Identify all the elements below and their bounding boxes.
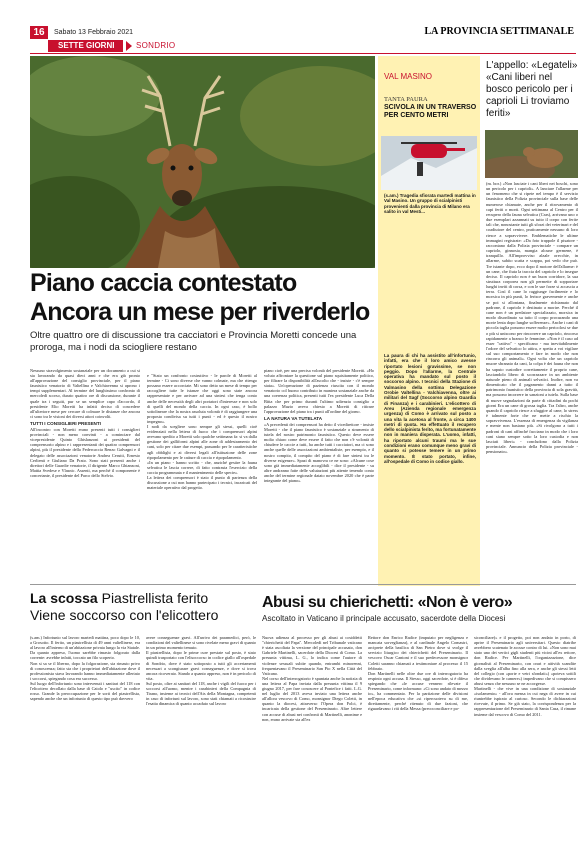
accident-kicker: La scossa xyxy=(30,590,98,606)
abuse-col-2 xyxy=(368,630,468,845)
abuse-col-3 xyxy=(474,630,576,845)
main-col1-text-b: All'incontro con Moretti erano presenti tutti i consiglieri provinciali - non meno convinti - a cominciare dal vicepresidente Quinto Ghislanzoni ai presidenti del comprensorio alpino e i rappresentanti dei quattro comprensori alpini, più il presidente della Federcaccia Renzo Galvagni e il delegato delle associazioni venatorie Andrea Cerutti, Ernesto Cerlienti e Giuliano Da Prato. Sono stati presenti anche i direttori delle Guardie venatorie, il dirigente Marco Ghianzoni, Mattia Svedese e Vlasnic. Assenti, ma perché il componente è concertante, il presidente del Parco dello Stelvio. xyxy=(30,427,140,478)
main-col-1 xyxy=(30,368,140,578)
main-col2-text: e "Stato un confronto costruttivo - le parole di Moretti al termine - Ci sono diverse che vanno colmate, ma che ritengo possano essere accorciate. Mi sono detto un mese di tempo per raccogliere tutte le istanze che oggi sono state ancora rappresentate e per arrivare ad una sintesi che tenga conto anche delle necessità degli altri portatori d'interesse e non solo di quelli del mondo della caccia. In ogni caso, è bollo sottolineare che la nostra assoluta volontà è di raggiungere una proposta condivisa su tutti i punti - ed è questo il nostro impegno». I nodi da scegliere sono sempre gli stessi, quelli cioè evidenziati nella lettera di fuoco che i comprensori alpini avevano spedito a Moretti solo qualche settimana fa: si va dalla gestione dei galliformi alpini alle zone di addestramento dei cani, solo per citare due esempi, passando per le caratteristiche agli obblighi e ai diversi legali all'istituzione delle zone ripopolamento per le catture di caccia e ripopolamento. «In un piano - hanno scritto - che, anziché gestire la fauna selvatica le lascia correre, di fatto contrasta l'esercizio della caccia programmata e il mantenimento delle specie». La lettera dei comprensori è stato il punto di partenza della discussione a cui non hanno partecipato i tecnici, incaricati del materiale operativo dal progetto. xyxy=(147,373,257,491)
accident-col2-text: avere conseguenze gravi. All'arrivo dei paramedici, però, le condizioni del valtellinese si sono rivelate meno gravi di quanto in un primo momento temuto. Il piastrellista, dopo le prime cure prestate sul posto, è stato quindi trasportato con l'elisoccorso in codice giallo all'ospedale di Sondrio, dove è stato sottoposto a tutti gli accertamenti necessari a scongiurare gravi conseguenze, e dove si trova ancora ricoverato. Stando a quanto appreso, non è in pericolo di vita. Sul posto, oltre ai sanitari del 118, anche i vigili del fuoco per i soccorsi all'uomo, mentre i carabinieri della Compagnia di Tirano, insieme ai tecnici dell'Ats della Montagna, competenti in caso di infortuni sul lavoro, sono stati chiamati a ricostruire l'esatta dinamica di quanto accaduto sul lavoro xyxy=(146,635,256,707)
masthead: LA PROVINCIA SETTIMANALE xyxy=(424,26,574,37)
page-number: 16 xyxy=(30,26,48,39)
main-subhead: Oltre quattro ore di discussione tra cacciatori e Provincia Moretti concede una proroga, ma i nodi da sciogliere restano xyxy=(30,330,357,353)
sidebar-title: SCIVOLA IN UN TRAVERSO PER CENTO METRI xyxy=(384,104,477,119)
appeal-photo xyxy=(485,130,578,178)
main-headline-1: Piano caccia contestato xyxy=(30,269,297,297)
sidebar-kicker: VAL MASINO xyxy=(384,72,433,81)
abuse-col3-text: stconciliare)» e il progetto, poi non andato in porto, di aprire il Preseminario agli universitari. Questo diatribe avrebbero scatenato le accuse contro di lui. «Non sono mai stato uno dei vertici gigli studenti più vicini all'ex rettore, don Radice. Per Martinelli, l'organizzazione, dice giornalisti al Preseminario, con orari e attività scandite dalla sveglia all'alba fino alla sera, e anche gli stessi letti del collegio (con «porte e vetri sfondati») «poteva sottili che dividevano le camere») impedivano che si compissero abusi senza che nessuno se ne accorgesse. Martinelli - che vive in una condizione di sostanziale «isolamento» - all'ora mensa in cui nega di avere in cui riunirebbe ispirato al curioso. Secondo le dichiarazioni ricevute, il primo. Se già stato, la corrispondenza per la rappresentazione del Preseminario di Santa Casa, il rimane insieme dal vescovo di Como del 2011. xyxy=(474,635,576,717)
main-col3-text-b: «A precedenti dei comprensori ha detto il vicedirettore - insiste Moretti - che il piano faunistico è sostanziale a strumento di tutela del nostro patrimonio faunistico. Questo deve essere molto chiaro come deve essere il fatto che non c'è volontà di chiudere le caccie a tutti, ha anche tutti i cacciatori, ma ci sono anche quelle delle associazioni ambientaliste, per esempio, e il nostro compito, il compito del piano è di fare sintesi tra le diverse esigenze». Spazi di manovra ce ne sono: «Alcune cose sono già immediatamente accoglibili - dice il presidente - su altre andranno fatte delle valutazioni più attente tenendo conto anche del termine regionale datato novembre 2020 che è parte integrante del piano». xyxy=(264,421,374,483)
appeal-headline: «Cani liberi nel bosco pericolo per i caprioli Li troviamo feriti» xyxy=(486,72,573,119)
rescue-photo-caption: (s.am.) Tragedia sfiorata martedì mattina in Val Masino. Un gruppo di scialpinisti provenienti dalla provincia di Milano era salito in val Mesti... xyxy=(384,193,476,214)
main-col1-text: Nessuno stravolgimento sostanziale per un documento a cui si sta lavorando da quasi dieci anni e che era già pronto all'approvazione del consiglio provinciale, per il piano faunistico venatorio di Valtellina e Valchiavenna si aprono i tempi supplementari. Al termine del lunghissimo confronto di mercoledì scorso, durato quattro ore di discussione, durante il quale tra i seguiti, pur se un semplice capo d'accordo, il presidente Elio Moretti ha infatti deciso di concedere all'ulteriore mese per cercare di colmare le distanze che ancora ci sono tra le visioni dei diversi attori coinvolti. xyxy=(30,368,140,419)
accident-headline-1: Piastrellista ferito xyxy=(101,590,209,606)
accident-headline-line1 xyxy=(30,590,208,606)
abuse-col1-text: Nuova udienza al processo per gli abusi ai cosiddetti "chierichetti del Papa". Mercoledì nel Tribunale vaticano è stata ascoltata la versione del principale accusato, don Gabriele Martinelli, sacerdote della Diocesi di Como. La presunta vittima, L. G., lo indica come l'autore di violenze sessuali subite quando, entrambi minorenni, frequentavano il Preseminario San Pio X nella Città del Vaticano. Nel corso dell'interrogatorio è spuntata anche la notizia di una lettera al Papa inviata dalla presunta vittima il 9 giugno 2017, per fare conoscere al Pontefice i fatti. L.G. nel luglio del 2013 aveva inviato una lettera anche all'allora vescovo di Como, monsignor Diego Coletti, in quanto la diocesi, attraverso l'Opera don Folci, è incaricata della gestione del Preseminario. Altre lettere con accuse di abusi nei confronti di Martinelli, anonime e non, erano arrivate sia all'ex xyxy=(262,635,362,722)
main-col3-subhead: LA NATURA VA TUTELATA xyxy=(264,415,323,421)
header-rule xyxy=(30,53,576,54)
accident-col1-text: (s.am.) Infortunio sul lavoro martedì mattina, poco dopo le 10, a Grosotto. Il ferito, un piastrellista di 49 anni valtellinese, era al lavoro all'interno di un'abitazione privata lungo la via Statale. Da quanto appreso, l'uomo sarebbe rimasto folgorato dalla corrente: avrebbe infatti, toccato un filo scoperto. Non si sa se il liberno, dopo la folgorazione, sia rimasto privo di conoscenza; fatto sta che i proprietari dell'abitazione dove il professionista stava lavorando hanno immediatamente allertato i soccorsi, spiegando cosa era successo. Sul luogo dell'infortunio sono intervenuti i sanitari del 118 con l'elicottero decollato dalla base di Caiolo e "uscito" in codice rosso. Grande la preoccupazione per le sorti del piastrellista, sapendo anche che un infortunio di questo tipo può davvero xyxy=(30,635,140,702)
page-header xyxy=(30,26,576,54)
abuse-col-1 xyxy=(262,630,362,845)
sidebar-body: La paura di chi ha assistito all'infortunio, infatti, era che il loro amico avesse riportato lesioni gravissime, se non peggio. Dopo l'allarme, la Centrale operativa ha mandato sul posto il soccorso alpino. I tecnici della Stazione di Valmasino della sottima Delegazione Orobie Valtellina - Valchiavenna, oltre ai militari del Sagf (Soccorso alpino Guardia di Finanza) e i carabinieri. L'elicottero di Areu (Azienda regionale emergenza urgenza) di Como è arrivato sul posto a una vita la acetosa al fronte, a circa 1400 metri di quota. Ha effettuato il recupero dello scialpinista ferito, ma fortunatamente non in maniera disperata. L'uomo, infatti, ha riportato alcuni traumi ma le sue condizioni erano comunque meno gravi di quanto si potesse temere in un primo momento. È stato portato, infine, all'ospedale di Como in codice giallo. xyxy=(384,353,476,464)
sidebar-label: TANTA PAURA xyxy=(384,96,428,103)
section-label: SETTE GIORNI xyxy=(58,41,115,50)
main-col-2 xyxy=(147,368,257,578)
accident-col-2 xyxy=(146,630,256,845)
section-arrow-icon xyxy=(126,41,132,51)
deer-photo xyxy=(30,56,375,268)
appeal-kicker: L'appello: «Legateli» xyxy=(486,60,578,71)
main-headline-2: Ancora un mese per riverderlo xyxy=(30,298,370,326)
main-col3-text: piano cioè, per una precisa volontà del presidente Moretti. «Ho voluto affrontare la questione sul piano squisitamente politico, per filtrare la disponibilità all'ascolto che - insiste - c'è sempre stata». Un'operazione di pazienza riuscita con il mondo venatorio col buono contributo in maniera sostanziale anche da una coerenza politica, presenti tutti l'ex presidente Luca Della Bitta che per primo duranti l'ultimo udienzia consiglio a palazzo Muzio aveva chiesto a Moretti di ritirare l'approvazione del piano tra i punti all'ordine del giorno. xyxy=(264,368,374,414)
rescue-photo xyxy=(381,136,477,190)
main-col-3 xyxy=(264,368,374,578)
accident-col-1 xyxy=(30,630,140,845)
abuse-subhead: Ascoltato in Vaticano il principale accusato, sacerdote della Diocesi xyxy=(262,614,506,623)
accident-headline-2: Viene soccorso con l'elicottero xyxy=(30,607,219,623)
main-col1-subhead: TUTTI I CONSIGLIERI PRESENTI xyxy=(30,420,101,426)
issue-date: Sabato 13 Febbraio 2021 xyxy=(54,29,134,36)
section-divider xyxy=(30,584,576,585)
appeal-body: (m. bor.) «Non lasciate i cani liberi nei boschi, sono un pericolo per i caprioli». A lanciare l'allarme per un fenomeno che si ripete nel tempo è il servizio faunistico della Polizia provinciale sulla base delle numerose chiamate, anche per il ritrovamento di capi feriti o morti. Ogni settimana al Centro per il recupero della fauna selvatica (Cras), arrivano uno o due esemplari azzannati su tutto il corpo con ferite tali che, nonostante tutti gli sforzi dei veterinari e del coadiutore del centro, praticamente nessuno di loro riesce a sopravvivere. Emblematiche le ultime immagini registrate: «Da foto trappole il pisatore - raccontano dalla Polizia provinciale - compare un capriolo, ginnosia, mangia alcune germene, è tranquillo. All'improvviso alzale orecchie, in allarme, subito scatta e scappa, poi vedo che può. Tre istante dopo, ecco dopo il motore dell'allarme: è un cane, che fiuta la traccia del capriolo e lo insegue deciso. Il capriolo non è un buon corridore, la sua struttura corporea non gli permette di sopportare lunghi inviti di corsa, e con le sue forze si accascia a terra. Così il cane lo raggiunge facilmente e lo morsica in più punti, lo ferisce gravemente e anche se poi si allontana, finalmente richiamato dal padrone, il capriolo è destinato a morire. Perché il cane non è un predatore specializzato, morsica in modo disordinato su tutto il corpo procurando una morte lenta dopo lunghe sofferenze». Anche i cani di piccola taglia possono essere molto pericolosi se due o più si uniscono per rincorrere un capriolo, rincorso rapidamente a branco le femmine. «Non è il caso ad esser "cattivo" - specificano - ma inevitabilmente l'odore del selvatico lo attira, e spetta a voi vigilare sul suo comportamento e fare in modo che non rincorra gli animali». Ogni volta che un capriolo muore sbranato da cani, la colpa è dei fauna che non ha saputo custodire correttamente il proprio cane, lasciandolo libero di scorrazzare in un ambiente naturale pieno di animali selvatici. Inoltre, non va dimenticato che il pagamento danni a tutto il patrimonio faunistico della provincia di sola gravità, ma possono incorrere in sanzioni a tutela. Sulla base di nuove segnalazioni da parte di cittadini da pochi giorni Era un cane di grossa taglia. Tra l'altro, anche quando il capriolo riesce a sfuggire al cane, lo stress è talmente forte che ne mette a rischio la sopravvivenza. L'essenza di emergenza da vigilanza e mente non bastano più. «Si rivolgono a tutti i padroni di cani affinché facciano in modo che i loro cani siano sempre sotto la loro custodia e non lasciati liberi» - concludono dalla Polizia provinciale. Annuncio della Polizia provinciale - pensionato». xyxy=(486,181,578,455)
subsection-label: SONDRIO xyxy=(136,41,176,50)
abuse-col2-text: Rettore don Enrico Radice (imputato per negligenza e mancata sorveglianza), e al cardinale Angelo Comastri, arciprete della basilica di San Pietro dove si svolge il servizio liturgico dei chierichetti del Preseminario. Il vescovo Oscar Cantoni e il suo predecessore monsignor Coletti saranno chiamati a testimoniare al processo il 15 febbraio. Don Martinelli nelle oltre due ore di interrogatorio ha respinto ogni accusa. Il Stesso, oggi sacerdote, si è difeso spiegando che «le accuse vennero rilevate il Preseminario, come informano: «Ci sono andato di mezzo io», ha commentato. Per la partizione delle divisioni nell'epoca educativa che «si ripercuoteva su di me, direttamente, perché ritenuto di due fazioni, che riguardavano i riti della Messa (precoconciliare e po- xyxy=(368,635,468,712)
abuse-headline: Abusi su chierichetti: «Non è vero» xyxy=(262,594,513,611)
